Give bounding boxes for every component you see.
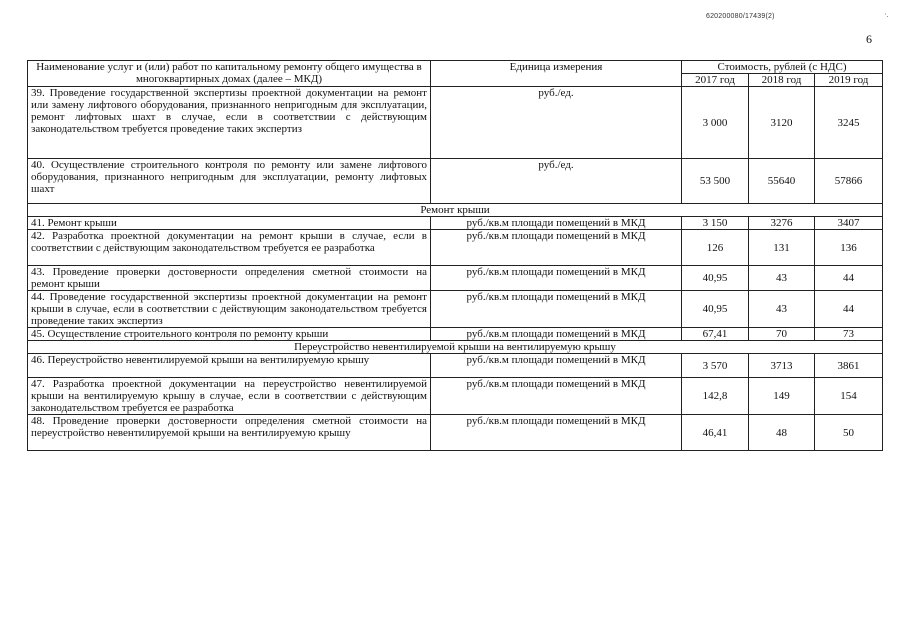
unit-cell: руб./кв.м площади помещений в МКД <box>431 354 682 378</box>
document-id: 620200080/17439(2) <box>706 13 775 20</box>
table-row <box>28 217 883 230</box>
table-row <box>28 415 883 451</box>
page-number: 6 <box>866 32 872 46</box>
unit-cell: руб./кв.м площади помещений в МКД <box>431 291 682 328</box>
service-name-cell: 44. Проведение государственной экспертизы проектной документации на ремонт крыши в случае, если в соответствии с действующим законодательством требуется проведение таких экспертиз <box>28 291 431 328</box>
section-row <box>28 341 883 354</box>
cost-2018-cell: 70 <box>749 328 815 341</box>
header-cost-column: Стоимость, рублей (с НДС) <box>682 61 883 74</box>
cost-2017-cell: 53 500 <box>682 159 749 204</box>
unit-cell: руб./ед. <box>431 159 682 204</box>
table-row <box>28 378 883 415</box>
cost-2019-cell: 3407 <box>815 217 883 230</box>
unit-cell: руб./ед. <box>431 87 682 159</box>
cost-2018-cell: 131 <box>749 230 815 266</box>
table-row <box>28 230 883 266</box>
unit-cell: руб./кв.м площади помещений в МКД <box>431 266 682 291</box>
cost-2018-cell: 3713 <box>749 354 815 378</box>
service-name-cell: 46. Переустройство невентилируемой крыши на вентилируемую крышу <box>28 354 431 378</box>
cost-2017-cell: 126 <box>682 230 749 266</box>
header-name-column: Наименование услуг и (или) работ по капитальному ремонту общего имущества в многоквартирных домах (далее – МКД) <box>28 61 431 87</box>
table-header-row <box>28 61 883 74</box>
cost-2017-cell: 3 570 <box>682 354 749 378</box>
cost-table <box>27 60 883 451</box>
unit-cell: руб./кв.м площади помещений в МКД <box>431 328 682 341</box>
cost-2018-cell: 149 <box>749 378 815 415</box>
table-row <box>28 328 883 341</box>
cost-2019-cell: 3861 <box>815 354 883 378</box>
service-name-cell: 43. Проведение проверки достоверности определения сметной стоимости на ремонт крыши <box>28 266 431 291</box>
header-year-2019: 2019 год <box>815 74 883 87</box>
cost-2017-cell: 3 000 <box>682 87 749 159</box>
cost-2019-cell: 44 <box>815 266 883 291</box>
service-name-cell: 39. Проведение государственной экспертизы проектной документации на ремонт или замену лифтового оборудования, признанного непригодным для эксплуатации, ремонт лифтовых шахт в случае, если в соответствии с действующим законодательством требуется проведение таких экспертиз <box>28 87 431 159</box>
cost-2019-cell: 44 <box>815 291 883 328</box>
scan-mark: ·. <box>884 10 889 19</box>
service-name-cell: 47. Разработка проектной документации на переустройство невентилируемой крыши на вентилируемую крышу в случае, если в соответствии с действующим законодательством требуется ее разработка <box>28 378 431 415</box>
header-year-2018: 2018 год <box>749 74 815 87</box>
cost-2018-cell: 55640 <box>749 159 815 204</box>
header-year-2017: 2017 год <box>682 74 749 87</box>
unit-cell: руб./кв.м площади помещений в МКД <box>431 378 682 415</box>
table-row <box>28 266 883 291</box>
unit-cell: руб./кв.м площади помещений в МКД <box>431 230 682 266</box>
cost-2017-cell: 40,95 <box>682 266 749 291</box>
service-name-cell: 41. Ремонт крыши <box>28 217 431 230</box>
cost-2017-cell: 67,41 <box>682 328 749 341</box>
cost-2017-cell: 142,8 <box>682 378 749 415</box>
cost-2017-cell: 40,95 <box>682 291 749 328</box>
cost-2019-cell: 3245 <box>815 87 883 159</box>
unit-cell: руб./кв.м площади помещений в МКД <box>431 217 682 230</box>
cost-2019-cell: 136 <box>815 230 883 266</box>
table-row <box>28 159 883 204</box>
cost-2017-cell: 3 150 <box>682 217 749 230</box>
cost-2017-cell: 46,41 <box>682 415 749 451</box>
service-name-cell: 42. Разработка проектной документации на ремонт крыши в случае, если в соответствии с действующим законодательством требуется ее разработка <box>28 230 431 266</box>
service-name-cell: 40. Осуществление строительного контроля по ремонту или замене лифтового оборудования, признанного непригодным для эксплуатации, ремонту лифтовых шахт <box>28 159 431 204</box>
service-name-cell: 45. Осуществление строительного контроля по ремонту крыши <box>28 328 431 341</box>
cost-2018-cell: 48 <box>749 415 815 451</box>
table-row <box>28 354 883 378</box>
cost-2018-cell: 3120 <box>749 87 815 159</box>
cost-2019-cell: 50 <box>815 415 883 451</box>
cost-2018-cell: 43 <box>749 291 815 328</box>
table-row <box>28 291 883 328</box>
unit-cell: руб./кв.м площади помещений в МКД <box>431 415 682 451</box>
cost-2019-cell: 57866 <box>815 159 883 204</box>
section-row <box>28 204 883 217</box>
cost-2018-cell: 43 <box>749 266 815 291</box>
table-row <box>28 87 883 159</box>
cost-2019-cell: 73 <box>815 328 883 341</box>
header-unit-column: Единица измерения <box>431 61 682 87</box>
cost-2019-cell: 154 <box>815 378 883 415</box>
service-name-cell: 48. Проведение проверки достоверности определения сметной стоимости на переустройство невентилируемой крыши на вентилируемую крышу <box>28 415 431 451</box>
section-title: Ремонт крыши <box>28 204 883 217</box>
cost-2018-cell: 3276 <box>749 217 815 230</box>
section-title: Переустройство невентилируемой крыши на вентилируемую крышу <box>28 341 883 354</box>
